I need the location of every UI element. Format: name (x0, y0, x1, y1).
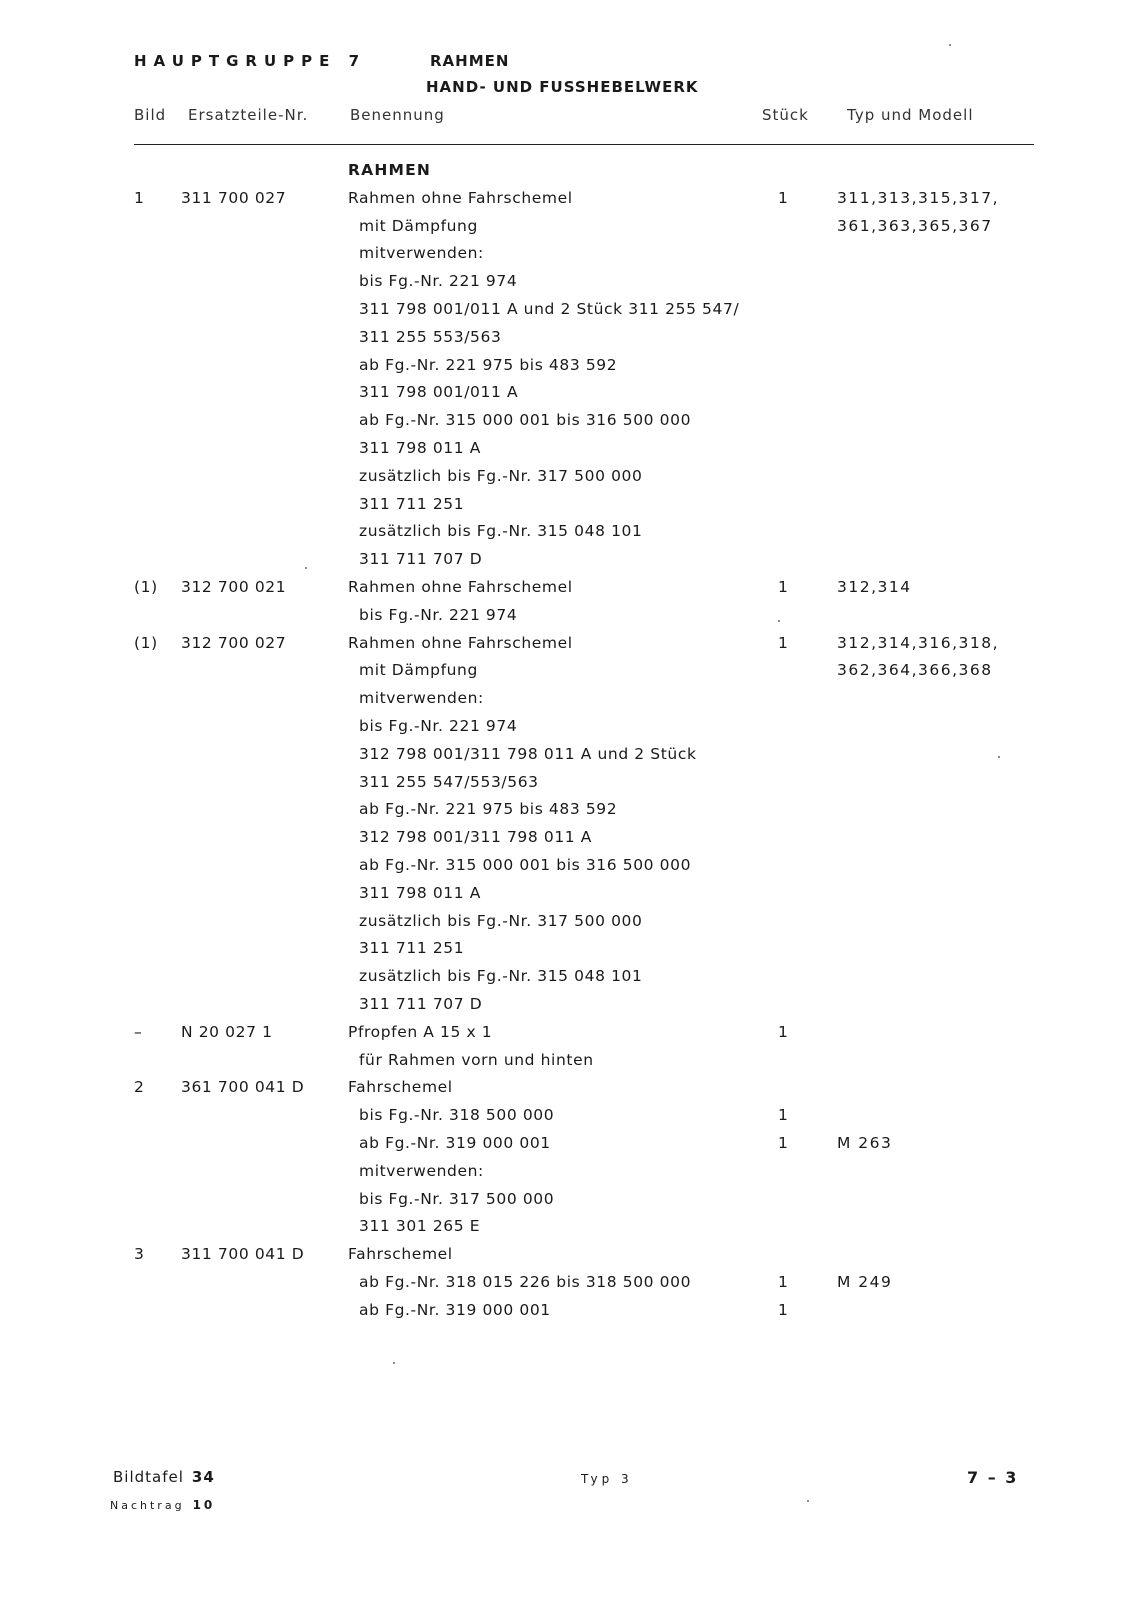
description: Fahrschemel (348, 1245, 453, 1264)
supplement-label: Nachtrag (110, 1499, 185, 1512)
description: zusätzlich bis Fg.-Nr. 315 048 101 (359, 522, 643, 541)
quantity: 1 (778, 1106, 789, 1125)
type-model: 311,313,315,317, (837, 188, 1000, 207)
type-model: 362,364,366,368 (837, 661, 993, 680)
table-row (0, 908, 1139, 935)
description: Rahmen ohne Fahrschemel (348, 578, 573, 596)
table-row (0, 1102, 1139, 1129)
table-row (0, 880, 1139, 907)
description: 311 711 251 (359, 939, 465, 958)
column-header-description: Benennung (350, 106, 445, 124)
table-row (0, 324, 1139, 351)
table-row (0, 1158, 1139, 1185)
description: ab Fg.-Nr. 319 000 001 (359, 1134, 551, 1152)
table-row (0, 824, 1139, 851)
description: 311 301 265 E (359, 1217, 481, 1236)
table-row (0, 1241, 1139, 1268)
description: mitverwenden: (359, 689, 484, 708)
description: 311 798 011 A (359, 439, 481, 457)
table-row (0, 1074, 1139, 1101)
table-row (0, 407, 1139, 434)
section-title: RAHMEN (430, 52, 510, 70)
quantity: 1 (778, 578, 789, 596)
scan-speck (778, 620, 780, 622)
part-number: 361 700 041 D (181, 1078, 305, 1097)
plate-number: 34 (191, 1468, 215, 1486)
table-row (0, 935, 1139, 962)
table-row (0, 574, 1139, 601)
description: Pfropfen A 15 x 1 (348, 1022, 493, 1041)
column-header-quantity: Stück (762, 106, 809, 124)
description: 311 711 251 (359, 494, 465, 513)
description: Rahmen ohne Fahrschemel (348, 633, 573, 652)
figure-ref: 1 (134, 188, 145, 207)
page-number: 7 – 3 (967, 1468, 1019, 1487)
table-row (0, 1047, 1139, 1074)
main-group-heading: HAUPTGRUPPE 7 (134, 52, 367, 70)
quantity: 1 (778, 1134, 789, 1152)
part-number: N 20 027 1 (181, 1022, 273, 1041)
description: für Rahmen vorn und hinten (359, 1050, 594, 1069)
quantity: 1 (778, 1273, 789, 1291)
figure-ref: (1) (134, 633, 158, 652)
vehicle-type: Typ 3 (581, 1472, 633, 1486)
description: 311 255 553/563 (359, 327, 502, 346)
description: Fahrschemel (348, 1078, 453, 1097)
description: bis Fg.-Nr. 318 500 000 (359, 1106, 555, 1125)
table-row (0, 602, 1139, 629)
quantity: 1 (778, 1300, 789, 1319)
description: 311 711 707 D (359, 995, 483, 1013)
description: ab Fg.-Nr. 319 000 001 (359, 1300, 551, 1319)
table-row (0, 296, 1139, 323)
table-row (0, 352, 1139, 379)
description: mitverwenden: (359, 1161, 484, 1180)
figure-ref: – (134, 1022, 143, 1041)
description: ab Fg.-Nr. 318 015 226 bis 318 500 000 (359, 1273, 692, 1291)
description: bis Fg.-Nr. 221 974 (359, 605, 518, 624)
description: 312 798 001/311 798 011 A und 2 Stück (359, 744, 697, 763)
table-row (0, 240, 1139, 267)
description: ab Fg.-Nr. 315 000 001 bis 316 500 000 (359, 411, 692, 430)
description: mitverwenden: (359, 244, 484, 263)
table-row (0, 991, 1139, 1018)
table-row (0, 630, 1139, 657)
description: zusätzlich bis Fg.-Nr. 315 048 101 (359, 967, 643, 986)
table-row (0, 657, 1139, 684)
figure-ref: 3 (134, 1245, 145, 1264)
table-row (0, 769, 1139, 796)
description: bis Fg.-Nr. 221 974 (359, 717, 518, 735)
description: 311 798 001/011 A und 2 Stück 311 255 547/ (359, 300, 740, 318)
table-row (0, 852, 1139, 879)
description: 311 798 001/011 A (359, 383, 519, 402)
table-row (0, 685, 1139, 712)
description: Rahmen ohne Fahrschemel (348, 188, 573, 207)
description: 312 798 001/311 798 011 A (359, 828, 592, 847)
type-model: M 249 (837, 1273, 893, 1291)
column-header-type-model: Typ und Modell (847, 106, 974, 124)
description: ab Fg.-Nr. 315 000 001 bis 316 500 000 (359, 856, 692, 874)
description: mit Dämpfung (359, 216, 478, 235)
table-row (0, 157, 1139, 184)
figure-ref: 2 (134, 1078, 145, 1097)
description: 311 711 707 D (359, 550, 483, 569)
type-model: 361,363,365,367 (837, 216, 993, 235)
description: ab Fg.-Nr. 221 975 bis 483 592 (359, 800, 618, 819)
description: 311 798 011 A (359, 883, 481, 902)
type-model: M 263 (837, 1134, 893, 1152)
scan-speck (998, 756, 1000, 758)
table-row (0, 713, 1139, 740)
table-row (0, 463, 1139, 490)
description: 311 255 547/553/563 (359, 772, 539, 791)
description: bis Fg.-Nr. 221 974 (359, 272, 518, 291)
type-model: 312,314,316,318, (837, 633, 1000, 652)
supplement-number: 10 (192, 1498, 216, 1512)
table-row (0, 1019, 1139, 1046)
table-row (0, 379, 1139, 406)
quantity: 1 (778, 188, 789, 207)
part-number: 311 700 027 (181, 188, 287, 207)
table-row (0, 185, 1139, 212)
table-row (0, 1213, 1139, 1240)
quantity: 1 (778, 633, 789, 652)
table-row (0, 963, 1139, 990)
header-divider (134, 144, 1034, 145)
table-row (0, 796, 1139, 823)
table-row (0, 546, 1139, 573)
description: zusätzlich bis Fg.-Nr. 317 500 000 (359, 911, 643, 930)
table-row (0, 213, 1139, 240)
plate-label: Bildtafel (113, 1468, 184, 1486)
table-row (0, 1186, 1139, 1213)
description: RAHMEN (348, 161, 432, 179)
plate-reference (113, 1468, 215, 1486)
part-number: 312 700 021 (181, 578, 287, 596)
column-header-part-number: Ersatzteile-Nr. (188, 106, 309, 124)
table-row (0, 518, 1139, 545)
part-number: 311 700 041 D (181, 1245, 305, 1264)
column-header-bild: Bild (134, 106, 167, 124)
description: mit Dämpfung (359, 661, 478, 680)
part-number: 312 700 027 (181, 633, 287, 652)
table-row (0, 435, 1139, 462)
type-model: 312,314 (837, 578, 912, 596)
scan-speck (305, 567, 307, 569)
section-subtitle: HAND- UND FUSSHEBELWERK (426, 78, 699, 96)
supplement-reference (110, 1498, 215, 1512)
table-row (0, 1130, 1139, 1157)
table-row (0, 741, 1139, 768)
scan-speck (393, 1362, 395, 1364)
description: ab Fg.-Nr. 221 975 bis 483 592 (359, 355, 618, 374)
description: bis Fg.-Nr. 317 500 000 (359, 1189, 555, 1208)
quantity: 1 (778, 1022, 789, 1041)
table-row (0, 1297, 1139, 1324)
description: zusätzlich bis Fg.-Nr. 317 500 000 (359, 466, 643, 485)
table-row (0, 268, 1139, 295)
figure-ref: (1) (134, 578, 158, 596)
scan-speck (949, 44, 951, 46)
table-row (0, 491, 1139, 518)
scan-speck (807, 1500, 809, 1502)
table-row (0, 1269, 1139, 1296)
